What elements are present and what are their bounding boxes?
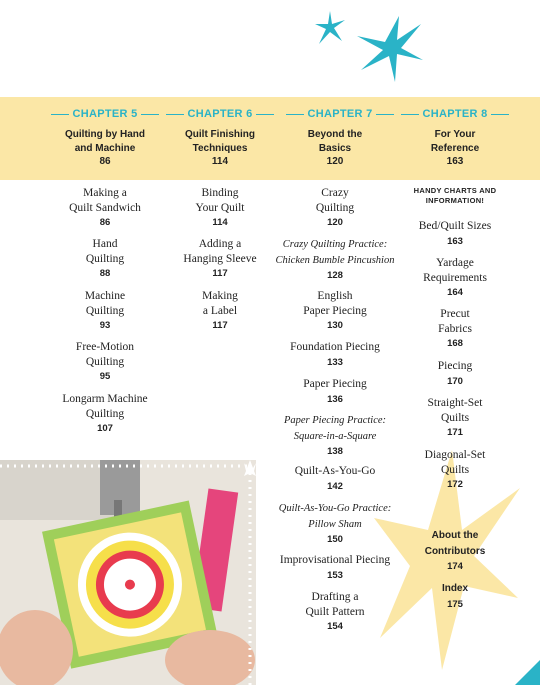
toc-entry[interactable]: Yardage Requirements 164 xyxy=(423,257,487,298)
star-decoration-large xyxy=(355,14,425,84)
toc-entry-practice[interactable]: Quilt-As-You-Go Practice: Pillow Sham 150 xyxy=(278,503,392,545)
chapter-6-title: Quilt Finishing Techniques 114 xyxy=(185,129,255,167)
toc-entry[interactable]: Straight-Set Quilts 171 xyxy=(427,397,483,438)
handy-charts-heading: HANDY CHARTS AND INFORMATION! xyxy=(413,186,497,205)
chapter-8-title: For Your Reference 163 xyxy=(430,129,480,167)
chapter-7-label: CHAPTER 7 xyxy=(280,106,400,122)
chapter-6-label: CHAPTER 6 xyxy=(160,106,280,122)
toc-entry-index[interactable]: Index 175 xyxy=(441,583,469,610)
toc-entry[interactable]: Hand Quilting 88 xyxy=(85,238,125,279)
chapter-5-title: Quilting by Hand and Machine 86 xyxy=(65,129,145,167)
chapter-7-title: Beyond the Basics 120 xyxy=(307,129,363,167)
toc-entry[interactable]: Machine Quilting 93 xyxy=(84,290,126,331)
quilting-photo xyxy=(0,460,256,685)
toc-entry[interactable]: Paper Piecing 136 xyxy=(303,378,367,405)
chapter-5-label: CHAPTER 5 xyxy=(45,106,165,122)
toc-entry[interactable]: Foundation Piecing 133 xyxy=(290,341,380,368)
toc-entry[interactable]: Crazy Quilting 120 xyxy=(315,187,355,228)
toc-entry[interactable]: Diagonal-Set Quilts 172 xyxy=(424,449,486,490)
toc-entry[interactable]: Piecing 170 xyxy=(437,360,473,387)
star-decoration-small xyxy=(314,10,346,46)
toc-entry[interactable]: Adding a Hanging Sleeve 117 xyxy=(183,238,257,279)
toc-entry-practice[interactable]: Crazy Quilting Practice: Chicken Bumble Pincushion 128 xyxy=(275,239,395,281)
toc-entry[interactable]: Precut Fabrics 168 xyxy=(438,308,472,349)
toc-entry[interactable]: Drafting a Quilt Pattern 154 xyxy=(305,591,365,632)
chapter-8-label: CHAPTER 8 xyxy=(395,106,515,122)
toc-entry[interactable]: Making a Label 117 xyxy=(202,290,238,331)
toc-entry-practice[interactable]: Paper Piecing Practice: Square-in-a-Square 138 xyxy=(283,415,387,457)
toc-entry[interactable]: English Paper Piecing 130 xyxy=(303,290,367,331)
toc-entry[interactable]: Bed/Quilt Sizes 163 xyxy=(418,220,492,247)
corner-triangle xyxy=(515,660,540,685)
toc-entry[interactable]: Making a Quilt Sandwich 86 xyxy=(69,187,141,228)
toc-entry[interactable]: Longarm Machine Quilting 107 xyxy=(62,393,148,434)
toc-entry-contributors[interactable]: About the Contributors 174 xyxy=(424,530,486,572)
toc-entry[interactable]: Quilt-As-You-Go 142 xyxy=(294,465,376,492)
toc-entry[interactable]: Improvisational Piecing 153 xyxy=(279,554,391,581)
toc-entry[interactable]: Binding Your Quilt 114 xyxy=(195,187,245,228)
toc-entry[interactable]: Free-Motion Quilting 95 xyxy=(75,341,135,382)
